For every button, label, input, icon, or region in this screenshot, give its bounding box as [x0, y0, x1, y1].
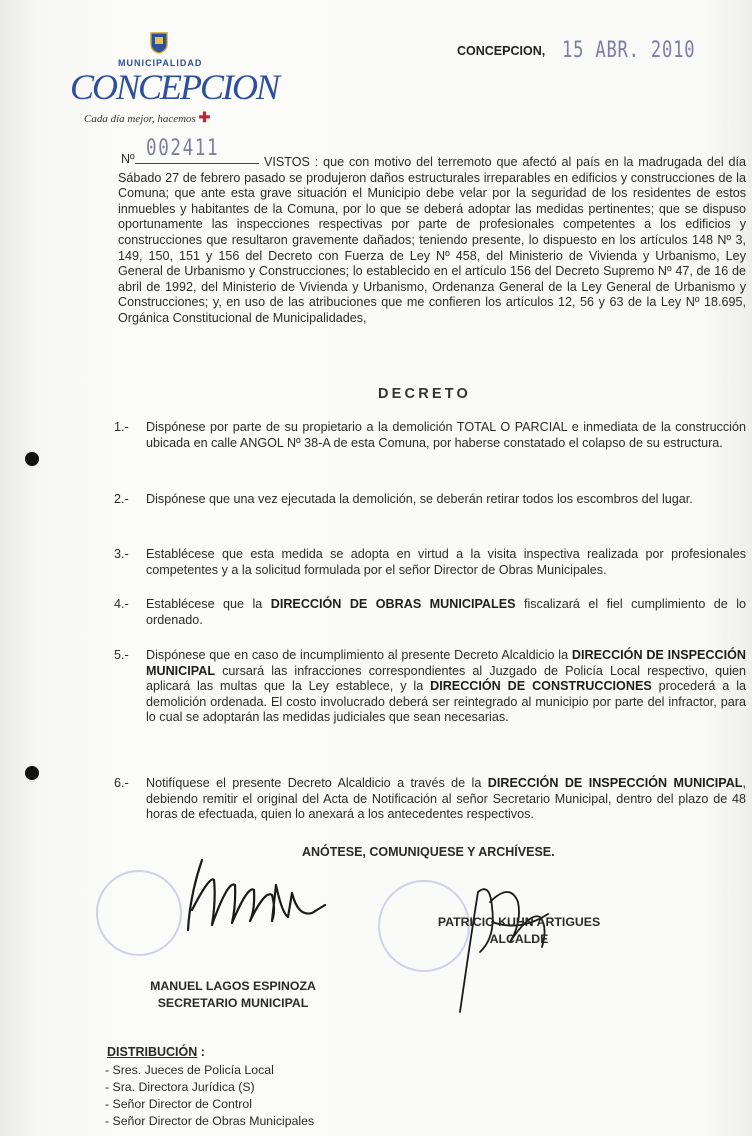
- item-number: 3.-: [114, 547, 129, 561]
- secretario-title: SECRETARIO MUNICIPAL: [157, 996, 309, 1010]
- distribution-heading: DISTRIBUCIÓN :: [107, 1045, 205, 1059]
- punch-hole-lower: [25, 766, 39, 780]
- distribution-line: - Sra. Directora Jurídica (S): [105, 1080, 255, 1094]
- municipality-logo: [70, 32, 279, 132]
- item-text: Dispónese por parte de su propietario a la demolición TOTAL O PARCIAL e inmediata de la construcción ubicada en calle ANGOL Nº 38-A de esta Comuna, por haberse constatado el colapso de su estructura.: [146, 420, 746, 450]
- decree-number-stamp: 002411: [146, 136, 220, 161]
- date-stamp: 15 ABR. 2010: [562, 38, 696, 63]
- decree-item-3: [114, 547, 746, 578]
- secretario-signature-block: [120, 978, 346, 1012]
- item-text: Dispónese que en caso de incumplimiento al presente Decreto Alcaldicio la: [146, 648, 572, 662]
- distribution-line: - Sres. Jueces de Policía Local: [105, 1063, 274, 1077]
- punch-hole-upper: [25, 452, 39, 466]
- decreto-heading: DECRETO: [378, 386, 472, 402]
- logo-municipalidad-text: MUNICIPALIDAD: [118, 58, 203, 68]
- decree-item-6: [114, 776, 746, 823]
- red-cross-icon: ✚: [198, 111, 211, 126]
- item-text: cursará las infracciones correspondientes al Juzgado de Policía Local respectivo, quien aplicará las multas que la Ley establece, y la: [146, 663, 746, 694]
- item-number: 6.-: [114, 776, 129, 790]
- decree-item-1: [114, 420, 746, 451]
- item-text: Notifíquese el presente Decreto Alcaldicio a través de la: [146, 776, 488, 790]
- item-number: 4.-: [114, 597, 129, 611]
- item-text: fiscalizará el fiel cumplimiento de lo ordenado.: [146, 597, 747, 627]
- secretario-seal: [96, 870, 182, 956]
- item-text: procederá a la demolición ordenada. El costo involucrado deberá ser reintegrado al municipio por parte del infractor, para lo cual se adoptarán las medidas judiciales que sean necesarias.: [146, 679, 746, 725]
- item-text: , debiendo remitir el original del Acta de Notificación al señor Secretario Municipal, dentro del plazo de 48 horas de efectuada, quien lo anexará a los antecedentes respectivos.: [146, 776, 747, 822]
- decree-number-label: Nº: [121, 152, 135, 166]
- decree-item-5: [114, 648, 746, 726]
- distribution-line: - Señor Director de Obras Municipales: [105, 1114, 315, 1128]
- item-text: Dispónese que una vez ejecutada la demolición, se deberán retirar todos los escombros del lugar.: [146, 492, 693, 506]
- item-bold-text: DIRECCIÓN DE INSPECCIÓN MUNICIPAL: [146, 648, 746, 678]
- secretario-signature-icon: [180, 855, 330, 935]
- alcalde-title: ALCALDE: [489, 932, 549, 946]
- decree-item-4: [114, 597, 746, 628]
- alcalde-signature-block: [412, 914, 626, 948]
- item-number: 2.-: [114, 492, 129, 506]
- coat-of-arms-icon: [150, 32, 168, 54]
- distribution-line: - Señor Director de Control: [105, 1097, 252, 1111]
- item-text: Establécese que la: [146, 597, 271, 611]
- item-text: Establécese que esta medida se adopta en virtud a la visita inspectiva realizada por profesionales competentes y a la solicitud formulada por el señor Director de Obras Municipales.: [146, 547, 746, 577]
- vistos-paragraph: VISTOS : que con motivo del terremoto que afectó al país en la madrugada del día Sábado 27 de febrero pasado se produjeron daños estructurales irreparables en edificios y construcciones de la Comuna; que ante esta grave situación el Municipio debe velar por la seguridad de los residentes de estos inmuebles y habitantes de la Comuna, por lo que se deberá adoptar las medidas pertinentes; que se dispuso oportunamente las inspecciones respectivas por parte de profesionales competentes a los edificios y construcciones que resultaron gravemente dañados; teniendo presente, lo dispuesto en los artículos 148 Nº 3, 149, 150, 151 y 156 del Decreto con Fuerza de Ley Nº 458, del Ministerio de Vivienda y Urbanismo, Ley General de Urbanismo y Construcciones; lo establecido en el artículo 156 del Decreto Supremo Nº 47, de 16 de abril de 1992, del Ministerio de Vivienda y Urbanismo, Ordenanza General de la Ley General de Urbanismo y Construcciones; y, en uso de las atribuciones que me confieren los artículos 12, 56 y 63 de la Ley Nº 18.695, Orgánica Constitucional de Municipalidades,: [118, 155, 746, 325]
- logo-city-name: CONCEPCION: [70, 67, 279, 107]
- item-number: 5.-: [114, 648, 129, 662]
- item-bold-text: DIRECCIÓN DE OBRAS MUNICIPALES: [270, 597, 516, 611]
- decree-item-2: [114, 492, 746, 508]
- item-bold-text: DIRECCIÓN DE CONSTRUCCIONES: [430, 679, 652, 694]
- alcalde-name: PATRICIO KUHN ARTIGUES: [437, 915, 601, 929]
- item-bold-text: DIRECCIÓN DE INSPECCIÓN MUNICIPAL: [487, 776, 743, 790]
- secretario-name: MANUEL LAGOS ESPINOZA: [150, 979, 316, 993]
- item-number: 1.-: [114, 420, 129, 434]
- document-city: CONCEPCION,: [457, 44, 546, 58]
- closing-formula: ANÓTESE, COMUNIQUESE Y ARCHÍVESE.: [302, 845, 555, 859]
- distribution-list: [105, 1062, 314, 1130]
- logo-tagline: Cada día mejor, hacemos ✚: [84, 111, 211, 126]
